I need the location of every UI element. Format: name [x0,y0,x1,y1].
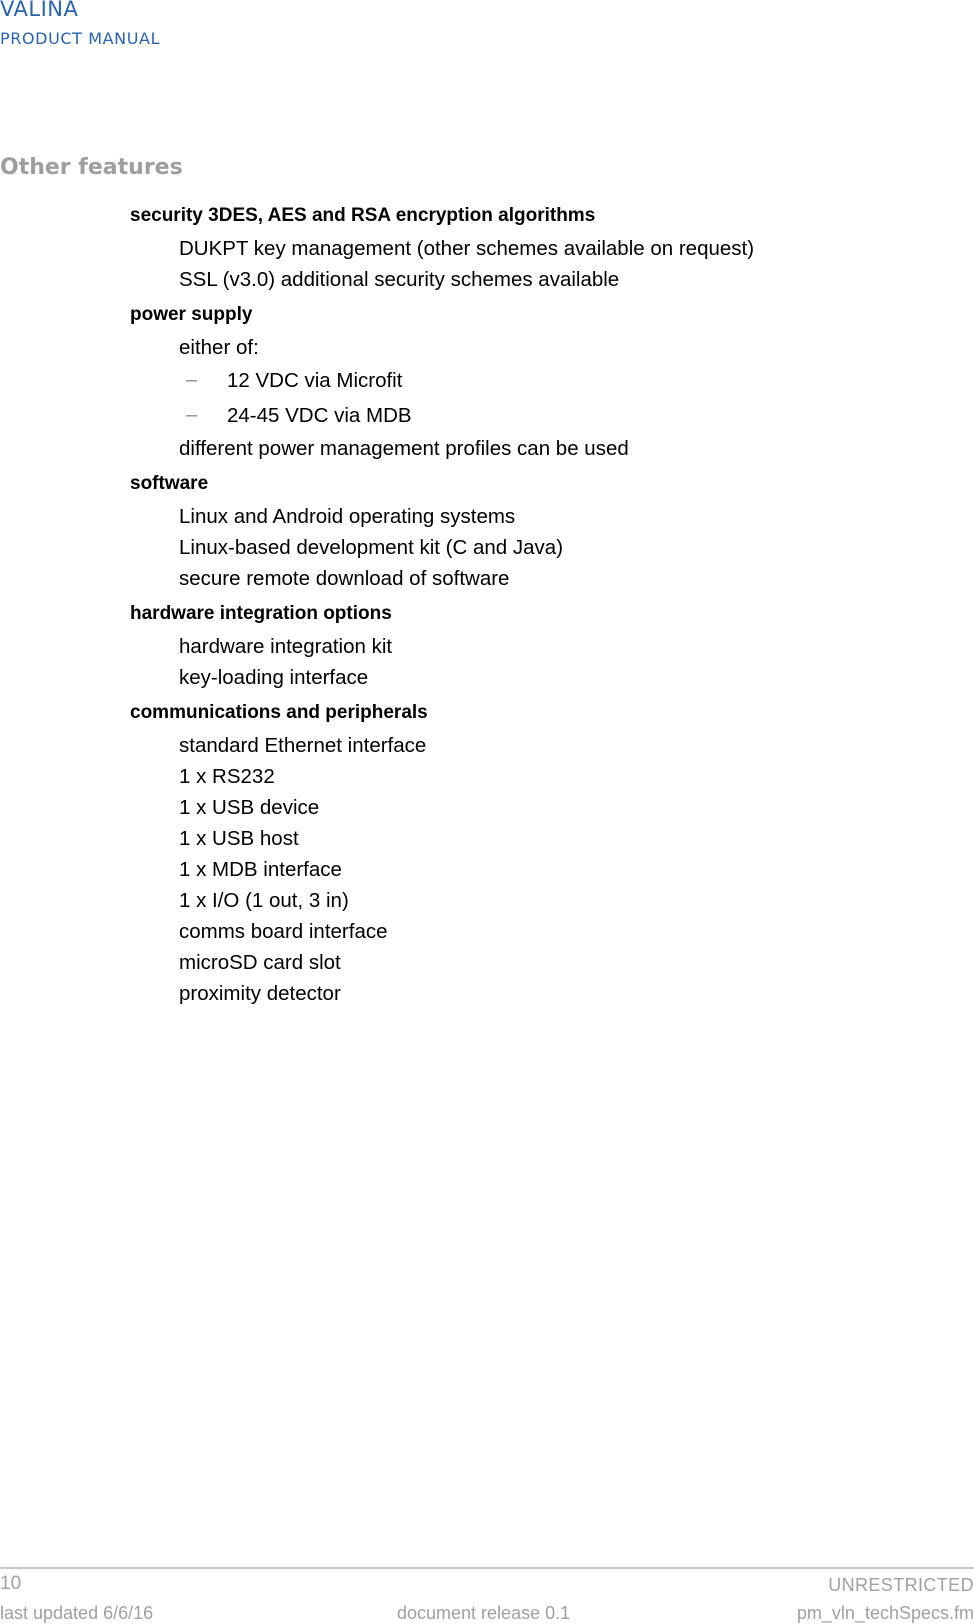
feature-group-hardware-integration [130,601,950,693]
section-title: Other features [0,155,183,180]
feature-item: different power management profiles can be used [179,437,629,460]
feature-group-software [130,471,950,594]
document-release: document release 0.1 [397,1603,571,1623]
dash-bullet-icon: – [186,369,198,391]
feature-item: proximity detector [179,982,341,1005]
feature-item: comms board interface [179,920,388,943]
source-filename: pm_vln_techSpecs.fm [796,1603,974,1623]
feature-group-title: communications and peripherals [130,702,428,723]
feature-group-title: hardware integration options [130,603,392,624]
feature-group-security [130,203,950,295]
feature-item: 1 x USB host [179,827,299,850]
feature-item: secure remote download of software [179,567,510,590]
feature-group-power-supply [130,302,950,464]
feature-item: 1 x I/O (1 out, 3 in) [179,889,349,912]
feature-item: DUKPT key management (other schemes available on request) [179,237,755,260]
feature-group-title: security 3DES, AES and RSA encryption algorithms [130,205,596,226]
feature-subitem-text: 24-45 VDC via MDB [227,404,412,427]
feature-group-communications [130,700,950,1009]
feature-item: microSD card slot [179,951,341,974]
page-number: 10 [0,1573,22,1594]
last-updated: last updated 6/6/16 [0,1603,154,1623]
feature-item: Linux and Android operating systems [179,505,516,528]
feature-group-title: power supply [130,304,253,325]
feature-subitem-text: 12 VDC via Microfit [227,369,403,392]
feature-item: either of: [179,336,259,359]
feature-item: key-loading interface [179,666,369,689]
product-name: VALINA [0,0,79,21]
feature-subitem [130,363,950,398]
classification-label: UNRESTRICTED [828,1575,974,1595]
feature-item: 1 x RS232 [179,765,275,788]
feature-list [130,203,950,1016]
feature-item: 1 x USB device [179,796,320,819]
feature-item: Linux-based development kit (C and Java) [179,536,564,559]
feature-subitem [130,398,950,433]
dash-bullet-icon: – [186,404,198,426]
feature-item: 1 x MDB interface [179,858,342,881]
footer-divider [0,1567,974,1569]
feature-item: hardware integration kit [179,635,393,658]
feature-item: SSL (v3.0) additional security schemes available [179,268,620,291]
feature-group-title: software [130,473,209,494]
document-type: PRODUCT MANUAL [0,29,161,48]
feature-item: standard Ethernet interface [179,734,427,757]
